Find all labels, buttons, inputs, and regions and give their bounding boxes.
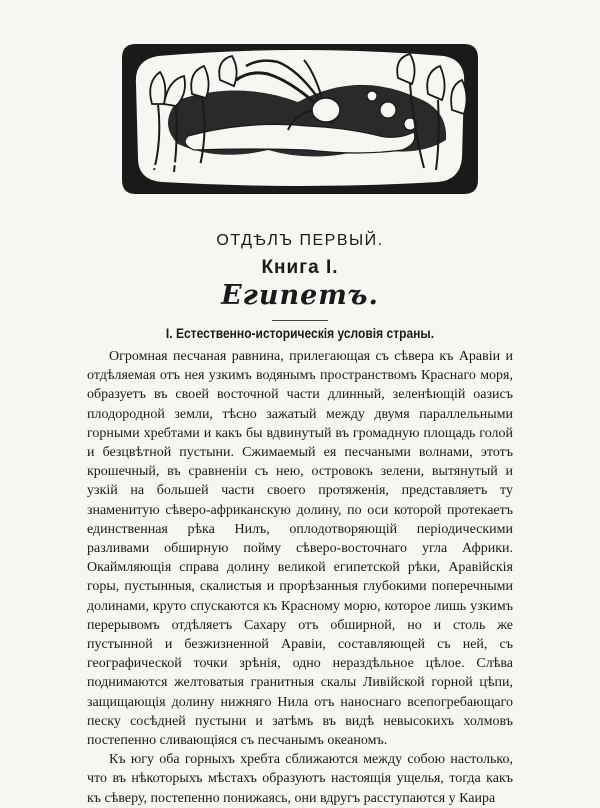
paragraph: Огромная песчаная равнина, прилегающая съ сѣвера къ Аравіи и отдѣляемая отъ нея узкимъ водянымъ пространствомъ Краснаго моря, образуетъ въ своей восточной части длинный, зеленѣющій оазисъ плодородной земли, тѣсно зажатый между двумя параллельными горными хребтами и какъ бы вдвинутый въ громадную площадь голой и безцвѣтной пустыни. Сжимаемый ея песчаными волнами, этотъ крошечный, въ сравненіи съ нею, островокъ зелени, вытянутый и узкій на большей части своего протяженія, представляетъ ту знаменитую сѣверо-африканскую долину, по оси которой протекаетъ единственная рѣка Нилъ, оплодотворяющій періодическими разливами обширную пойму сѣверо-восточнаго угла Африки. Окаймляющія справа долину великой египетской рѣки, Аравійскія горы, пустынныя, скалистыя и прорѣзанныя глубокими поперечными долинами, круто спускаются къ Красному морю, которое лишь узкимъ перерывомъ отдѣляетъ Сахару отъ обширной, но и столь же пустынной и безжизненной Аравіи, составляющей съ ней, съ географической точки зрѣнія, одно нераздѣльное цѣлое. Слѣва поднимаются желтоватыя гранитныя скалы Ливійской горной цѣпи, защищающія долину нижняго Нила отъ наноснаго всепогребающаго песку сосѣдней пустыни и затѣмъ въ видѣ невысокихъ холмовъ постепенно сливающіяся съ песчанымъ океаномъ. — [87, 349, 513, 749]
art-nouveau-headpiece-illustration — [118, 40, 482, 198]
book-title: Книга I. — [261, 257, 339, 278]
body-text — [87, 347, 513, 808]
section-title: ОТДѢЛЪ ПЕРВЫЙ. — [216, 232, 384, 249]
chapter-title: I. Естественно-историческія условія страны. — [165, 325, 435, 341]
main-title: Египетъ. — [221, 280, 379, 311]
title-divider — [272, 320, 328, 321]
paragraph: Къ югу оба горныхъ хребта сближаются между собою настолько, что въ нѣкоторыхъ мѣстахъ образуютъ настоящія ущелья, тогда какъ къ сѣверу, постепенно понижаясь, они вдругъ расступаются у Каира — [87, 752, 513, 806]
